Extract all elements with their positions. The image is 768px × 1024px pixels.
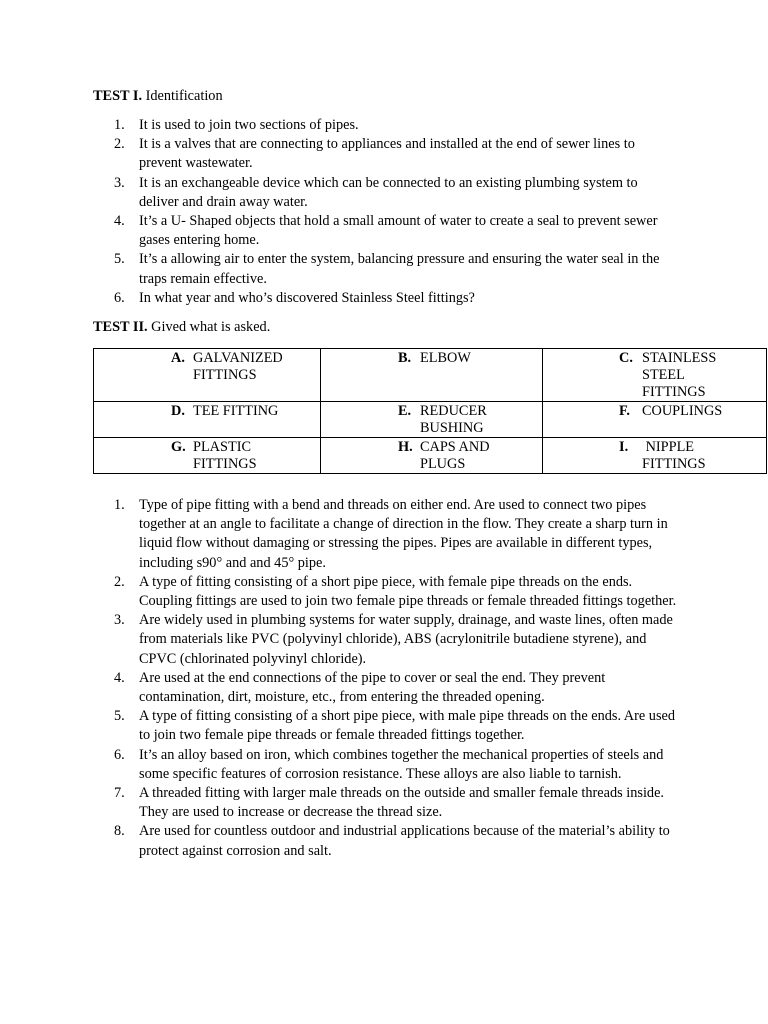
- choices-table: [93, 348, 767, 474]
- table-cell: [321, 349, 543, 402]
- list-item: [93, 250, 678, 288]
- item-number: 1.: [114, 497, 125, 513]
- item-number: 5.: [114, 708, 125, 725]
- choice-letter: D.: [171, 403, 185, 419]
- table-cell: [543, 402, 767, 438]
- table-cell: [543, 349, 767, 402]
- table-cell: [94, 349, 321, 402]
- list-item: [93, 822, 678, 860]
- choice-letter: B.: [398, 350, 412, 366]
- choice-name: GALVANIZED FITTINGS: [193, 350, 283, 383]
- table-row: [94, 349, 767, 402]
- table-cell: [543, 438, 767, 474]
- item-text: Type of pipe fitting with a bend and threads on either end. Are used to connect two pipes together at an angle to facilitate a change of direction in the flow. They create a sharp turn in liquid flow without damaging or stressing the pipes. Pipes are available in different types, including s90° and and 45° pipe.: [139, 497, 668, 571]
- item-number: 5.: [114, 251, 125, 268]
- list-item: [93, 174, 678, 212]
- choice-letter: G.: [171, 439, 186, 455]
- test2-heading: [93, 318, 270, 337]
- item-text: In what year and who’s discovered Stainless Steel fittings?: [139, 289, 475, 306]
- list-item: [93, 573, 678, 611]
- test1-label: TEST I.: [93, 88, 143, 104]
- item-text: It’s a allowing air to enter the system, balancing pressure and ensuring the water seal in the traps remain effective.: [139, 251, 660, 287]
- choice-letter: I.: [619, 439, 629, 455]
- choice-name: TEE FITTING: [193, 403, 279, 419]
- choice-letter: E.: [398, 403, 412, 419]
- choice-name: COUPLINGS: [642, 403, 723, 419]
- choice-name: PLASTIC FITTINGS: [193, 439, 257, 472]
- table-row: [94, 438, 767, 474]
- list-item: [93, 746, 678, 784]
- item-number: 2.: [114, 573, 125, 590]
- table-cell: [94, 438, 321, 474]
- choice-name: STAINLESS STEEL FITTINGS: [642, 350, 717, 400]
- test1-title: Identification: [145, 88, 223, 104]
- list-item: [93, 212, 678, 250]
- item-number: 4.: [114, 213, 125, 230]
- item-text: It’s a U- Shaped objects that hold a small amount of water to create a seal to prevent sewer gases entering home.: [139, 213, 658, 249]
- list-item: [93, 669, 678, 707]
- item-text: A type of fitting consisting of a short pipe piece, with female pipe threads on the ends. Coupling fittings are used to join two female pipe threads or female threaded fittings together.: [139, 573, 677, 610]
- choice-letter: A.: [171, 350, 185, 366]
- table-cell: [321, 402, 543, 438]
- item-number: 6.: [114, 289, 125, 306]
- choice-letter: F.: [619, 403, 630, 419]
- item-text: Are used for countless outdoor and industrial applications because of the material’s ability to protect against corrosion and salt.: [139, 823, 670, 859]
- choice-letter: H.: [398, 439, 413, 455]
- item-number: 4.: [114, 669, 125, 686]
- choice-name: ELBOW: [420, 350, 471, 366]
- choice-name: CAPS AND PLUGS: [420, 439, 490, 472]
- table-cell: [321, 438, 543, 474]
- choice-name: NIPPLE FITTINGS: [642, 439, 706, 472]
- test2-list: [93, 496, 678, 861]
- test2-label: TEST II.: [93, 319, 148, 335]
- item-number: 6.: [114, 746, 125, 763]
- item-number: 3.: [114, 612, 125, 629]
- item-text: A type of fitting consisting of a short pipe piece, with male pipe threads on the ends. Are used to join two female pipe threads or female threaded fittings together.: [139, 708, 676, 744]
- item-text: It is used to join two sections of pipes.: [139, 117, 359, 133]
- choice-letter: C.: [619, 350, 633, 366]
- test2-title: Gived what is asked.: [151, 319, 271, 335]
- item-text: It’s an alloy based on iron, which combines together the mechanical properties of steels and some specific features of corrosion resistance. These alloys are also liable to tarnish.: [139, 746, 664, 782]
- test1-list: [93, 116, 678, 308]
- list-item: [93, 496, 678, 573]
- table-row: [94, 402, 767, 438]
- table-cell: [94, 402, 321, 438]
- choice-name: REDUCER BUSHING: [420, 403, 487, 436]
- test1-heading: [93, 87, 223, 106]
- item-text: Are used at the end connections of the pipe to cover or seal the end. They prevent contamination, dirt, moisture, etc., from entering the threaded opening.: [139, 669, 606, 706]
- list-item: [93, 707, 678, 745]
- item-number: 7.: [114, 785, 125, 802]
- item-number: 3.: [114, 174, 125, 191]
- item-text: It is an exchangeable device which can be connected to an existing plumbing system to deliver and drain away water.: [139, 174, 638, 210]
- list-item: [93, 784, 678, 822]
- item-text: Are widely used in plumbing systems for water supply, drainage, and waste lines, often made from materials like PVC (polyvinyl chloride), ABS (acrylonitrile butadiene styrene), and CPVC (chlorinated polyvinyl chloride).: [139, 612, 673, 667]
- item-number: 2.: [114, 136, 125, 153]
- item-number: 8.: [114, 823, 125, 840]
- item-number: 1.: [114, 117, 125, 133]
- list-item: [93, 611, 678, 669]
- item-text: A threaded fitting with larger male threads on the outside and smaller female threads inside. They are used to increase or decrease the thread size.: [139, 785, 664, 821]
- item-text: It is a valves that are connecting to appliances and installed at the end of sewer lines to prevent wastewater.: [139, 136, 635, 172]
- list-item: [93, 135, 678, 173]
- list-item: [93, 289, 678, 308]
- list-item: [93, 116, 678, 135]
